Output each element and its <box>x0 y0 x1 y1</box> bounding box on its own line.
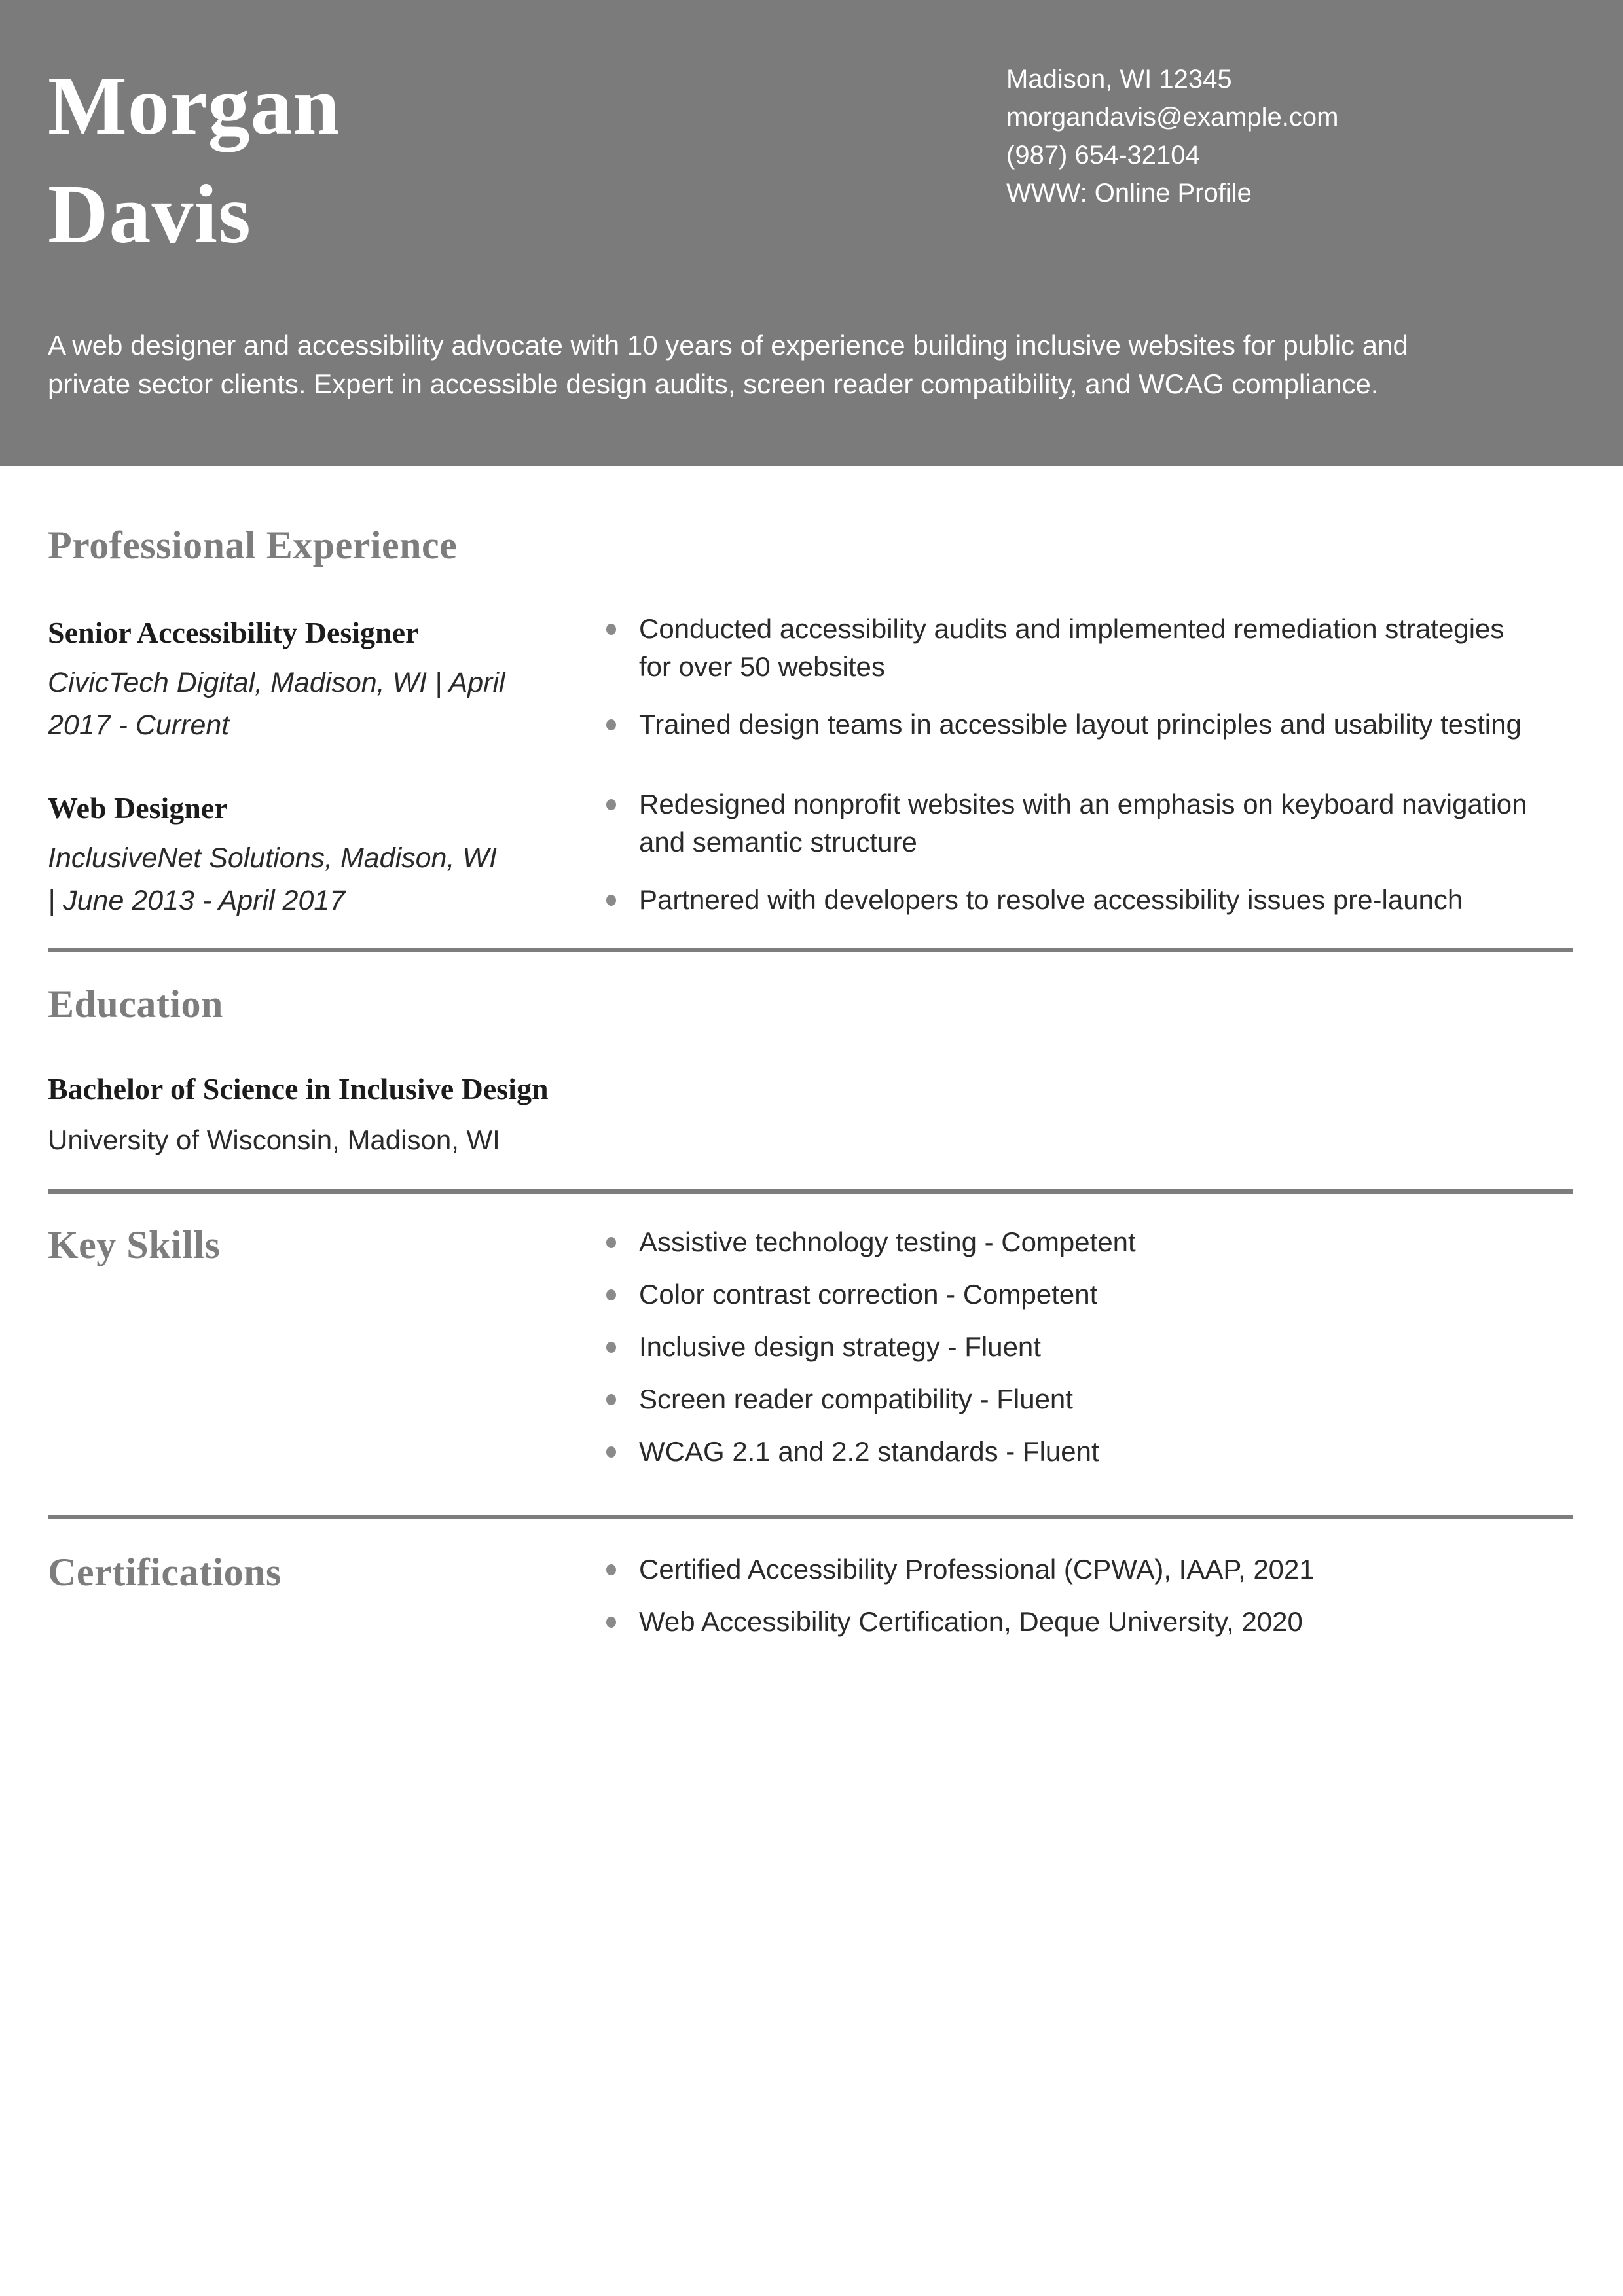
job-role-title: Senior Accessibility Designer <box>48 616 419 649</box>
job-entry-left <box>48 610 572 746</box>
contact-phone: (987) 654-32104 <box>1006 141 1200 170</box>
certification-item: Web Accessibility Certification, Deque University, 2020 <box>601 1603 1542 1641</box>
certifications-section-title: Certifications <box>48 1550 282 1594</box>
job-bullet: Conducted accessibility audits and implemented remediation strategies for over 50 websites <box>601 610 1542 686</box>
certifications-grid <box>48 1551 1573 1655</box>
experience-section-title: Professional Experience <box>48 524 458 567</box>
skill-item: Assistive technology testing - Competent <box>601 1223 1542 1261</box>
skill-item: Inclusive design strategy - Fluent <box>601 1328 1542 1366</box>
section-education <box>48 982 1573 1194</box>
candidate-last-name: Davis <box>48 168 251 261</box>
job-entry-left <box>48 785 572 922</box>
certifications-list <box>601 1551 1573 1655</box>
job-bullet: Redesigned nonprofit websites with an emphasis on keyboard navigation and semantic structure <box>601 785 1542 861</box>
job-bullet-list <box>601 610 1573 746</box>
skill-item: Color contrast correction - Competent <box>601 1276 1542 1314</box>
section-divider <box>48 1515 1573 1519</box>
skills-section-title: Key Skills <box>48 1223 221 1267</box>
skill-item: WCAG 2.1 and 2.2 standards - Fluent <box>601 1433 1542 1471</box>
education-section-title: Education <box>48 982 223 1026</box>
header-top-row <box>48 51 1575 269</box>
professional-summary: A web designer and accessibility advocate with 10 years of experience building inclusive websites for public and private sector clients. Expert in accessible design audits, screen reader compatibility, and WCAG compliance. <box>48 329 1408 399</box>
degree-title: Bachelor of Science in Inclusive Design <box>48 1072 549 1105</box>
section-certifications <box>48 1551 1573 1655</box>
job-meta: CivicTech Digital, Madison, WI | April 2017 - Current <box>48 667 505 741</box>
skill-item: Screen reader compatibility - Fluent <box>601 1380 1542 1418</box>
contact-block <box>1006 51 1575 212</box>
skills-grid <box>48 1223 1573 1485</box>
skills-list <box>601 1223 1573 1485</box>
job-role-title: Web Designer <box>48 791 228 825</box>
resume-header <box>0 0 1623 466</box>
experience-entries <box>48 610 1573 922</box>
contact-address: Madison, WI 12345 <box>1006 65 1232 94</box>
candidate-first-name: Morgan <box>48 59 340 152</box>
job-bullet: Trained design teams in accessible layout principles and usability testing <box>601 706 1542 744</box>
job-entry <box>48 610 1573 746</box>
job-bullet-list <box>601 785 1573 922</box>
resume-body <box>0 524 1623 1714</box>
section-experience <box>48 524 1573 952</box>
section-divider <box>48 948 1573 952</box>
job-bullet: Partnered with developers to resolve accessibility issues pre-launch <box>601 881 1542 919</box>
job-meta: InclusiveNet Solutions, Madison, WI | June 2013 - April 2017 <box>48 842 497 916</box>
school-name: University of Wisconsin, Madison, WI <box>48 1124 500 1155</box>
education-entry <box>48 1066 572 1160</box>
section-skills <box>48 1223 1573 1519</box>
job-entry <box>48 785 1573 922</box>
section-divider <box>48 1189 1573 1194</box>
contact-website: WWW: Online Profile <box>1006 179 1252 207</box>
candidate-name <box>48 51 340 269</box>
contact-email: morgandavis@example.com <box>1006 103 1339 132</box>
certification-item: Certified Accessibility Professional (CPWA), IAAP, 2021 <box>601 1551 1542 1588</box>
